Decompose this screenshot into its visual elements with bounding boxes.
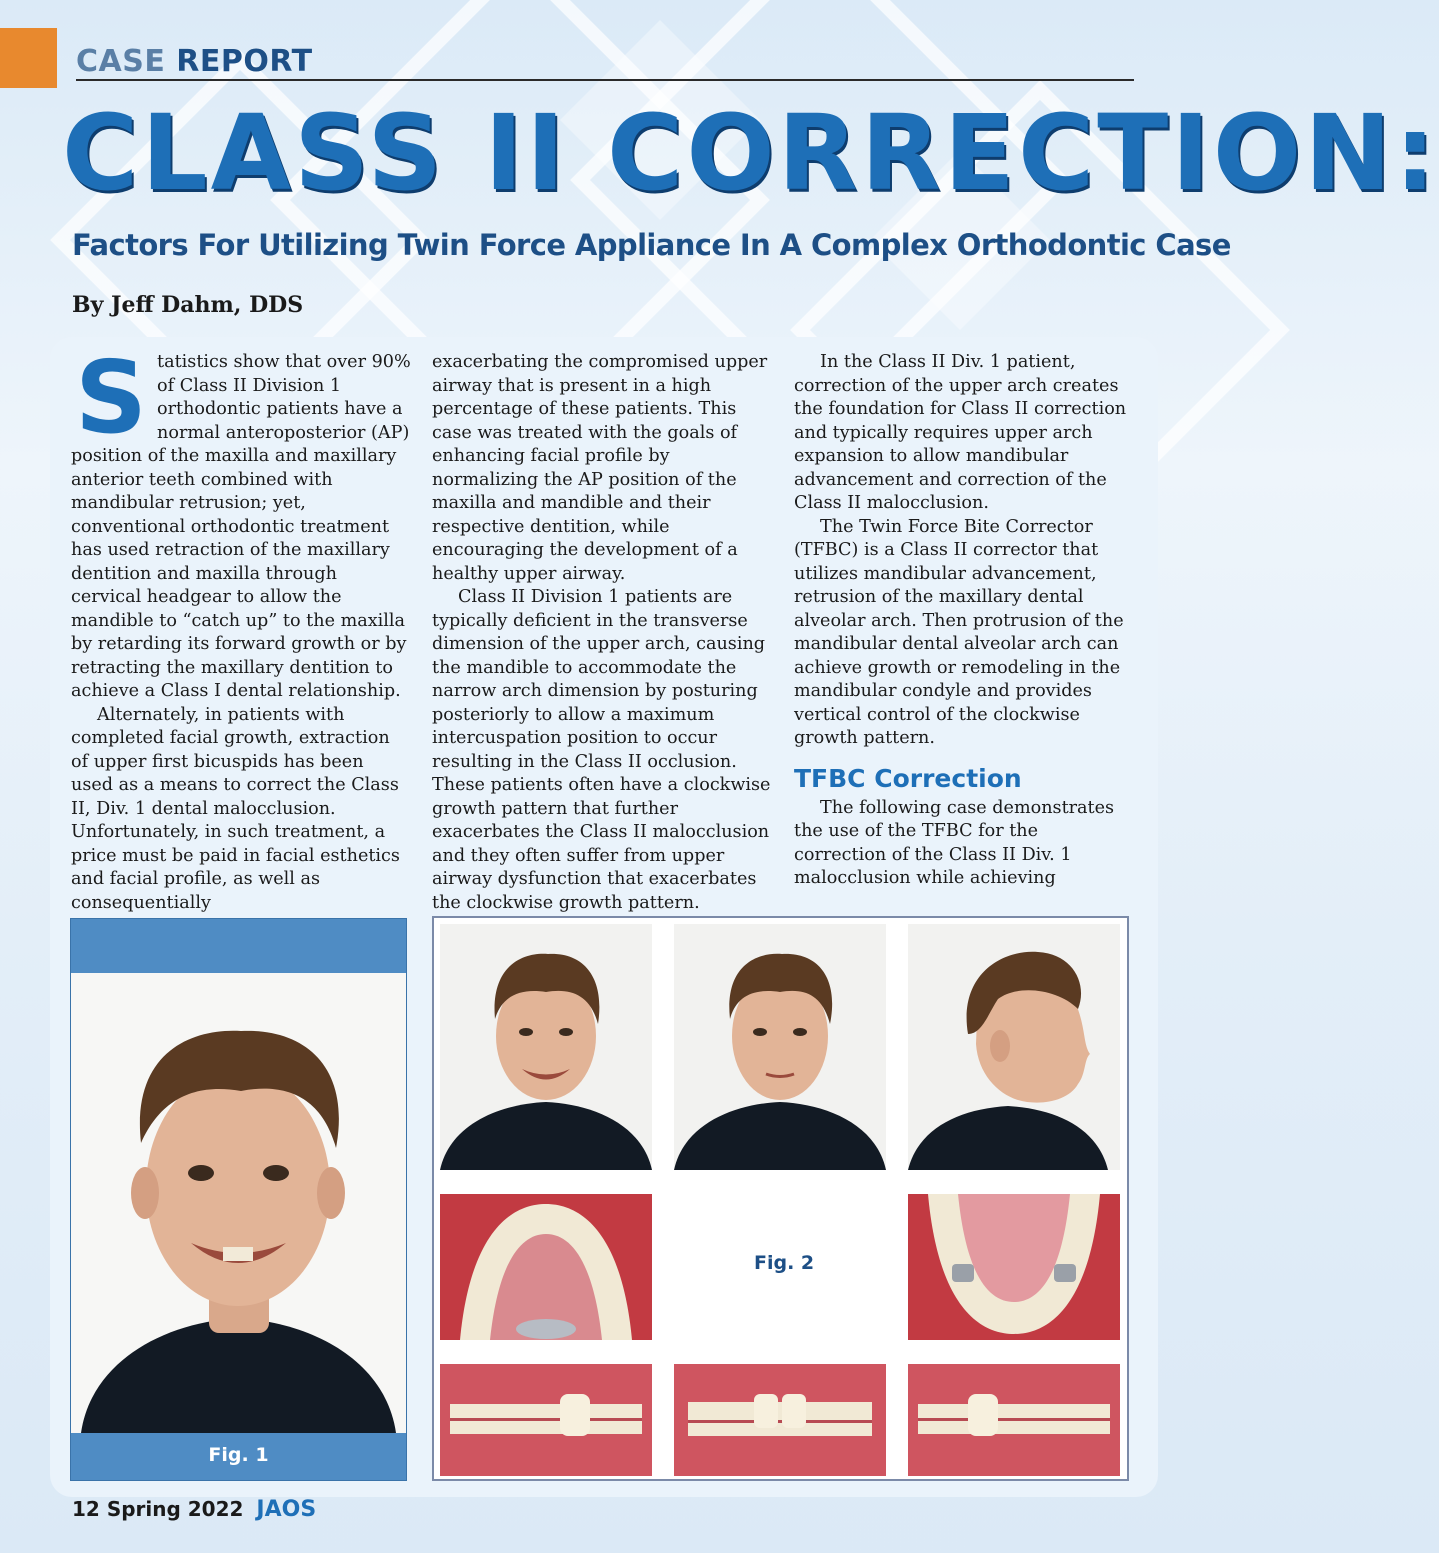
section-label-case: CASE bbox=[76, 44, 166, 79]
paragraph: The Twin Force Bite Corrector (TFBC) is a Class II corrector that utilizes mandibular advancement, retrusion of the maxillary dental alveolar arch. Then protrusion of the mandibular dental alveolar arch can achieve growth or remodeling in the mandibular condyle and provides vertical control of the clockwise growth pattern. bbox=[794, 516, 1124, 748]
figure-1 bbox=[70, 918, 407, 1481]
section-color-tab bbox=[0, 28, 57, 88]
paragraph: Class II Division 1 patients are typically deficient in the transverse dimension of the upper arch, causing the mandible to accommodate the narrow arch dimension by posturing posteriorly to allow a maximum intercuspation position to occur resulting in the Class II occlusion. These patients often have a clockwise growth pattern that further exacerbates the Class II malocclusion and they often suffer from upper airway dysfunction that exacerbates the clockwise growth pattern. bbox=[432, 587, 771, 913]
paragraph: Alternately, in patients with completed facial growth, extraction of upper first bicuspids has been used as a means to correct the Class II, Div. 1 dental malocclusion. Unfortunately, in such treatment, a price must be paid in facial esthetics and facial profile, as well as consequentially bbox=[71, 704, 400, 913]
figure-1-caption: Fig. 1 bbox=[208, 1444, 269, 1466]
paragraph: exacerbating the compromised upper airway that is present in a high percentage of these patients. This case was treated with the goals of enhancing facial profile by normalizing the AP position of the maxilla and mandible and their respective dentition, while encouraging the development of a healthy upper airway. bbox=[432, 352, 768, 584]
paragraph: tatistics show that over 90% of Class II Division 1 orthodontic patients have a normal anteroposterior (AP) position of the maxilla and maxillary anterior teeth combined with mandibular retrusion; yet, conventional orthodontic treatment has used retraction of the maxillary dentition and maxilla through cervical headgear to allow the mandible to “catch up” to the maxilla by retarding its forward growth or by retracting the maxillary dentition to achieve a Class I dental relationship. bbox=[71, 352, 411, 701]
left-buccal-photo bbox=[908, 1364, 1120, 1476]
page-number: 12 bbox=[72, 1497, 100, 1521]
text-column-2 bbox=[432, 351, 772, 915]
right-buccal-photo bbox=[440, 1364, 652, 1476]
paragraph: The following case demonstrates the use of the TFBC for the correction of the Class II Div. 1 malocclusion while achieving bbox=[794, 797, 1115, 888]
text-column-1 bbox=[71, 339, 411, 915]
lower-occlusal-photo bbox=[908, 1194, 1120, 1340]
section-subheading: TFBC Correction bbox=[794, 763, 1022, 793]
patient-front-photo bbox=[674, 924, 886, 1170]
text-column-3 bbox=[794, 351, 1134, 891]
upper-occlusal-photo bbox=[440, 1194, 652, 1340]
article-title: CLASS II CORRECTION: bbox=[62, 92, 1439, 214]
figure-2 bbox=[432, 916, 1129, 1481]
drop-cap: S bbox=[75, 339, 148, 456]
frontal-occlusion-photo bbox=[674, 1364, 886, 1476]
figure-2-caption: Fig. 2 bbox=[754, 1252, 815, 1274]
article-subtitle: Factors For Utilizing Twin Force Appliance In A Complex Orthodontic Case bbox=[72, 228, 1231, 262]
section-label-report: REPORT bbox=[176, 44, 313, 79]
paragraph: In the Class II Div. 1 patient, correction of the upper arch creates the foundation for Class II correction and typically requires upper arch expansion to allow mandibular advancement and correction of the Class II malocclusion. bbox=[794, 352, 1127, 513]
author-byline: By Jeff Dahm, DDS bbox=[72, 292, 304, 318]
journal-name: JAOS bbox=[256, 1497, 317, 1522]
header-rule bbox=[76, 79, 1134, 81]
section-label bbox=[76, 44, 313, 79]
patient-smile-photo bbox=[440, 924, 652, 1170]
page-footer bbox=[72, 1497, 316, 1522]
issue-date: Spring 2022 bbox=[106, 1497, 244, 1521]
patient-portrait-photo bbox=[71, 973, 406, 1433]
patient-profile-photo bbox=[908, 924, 1120, 1170]
